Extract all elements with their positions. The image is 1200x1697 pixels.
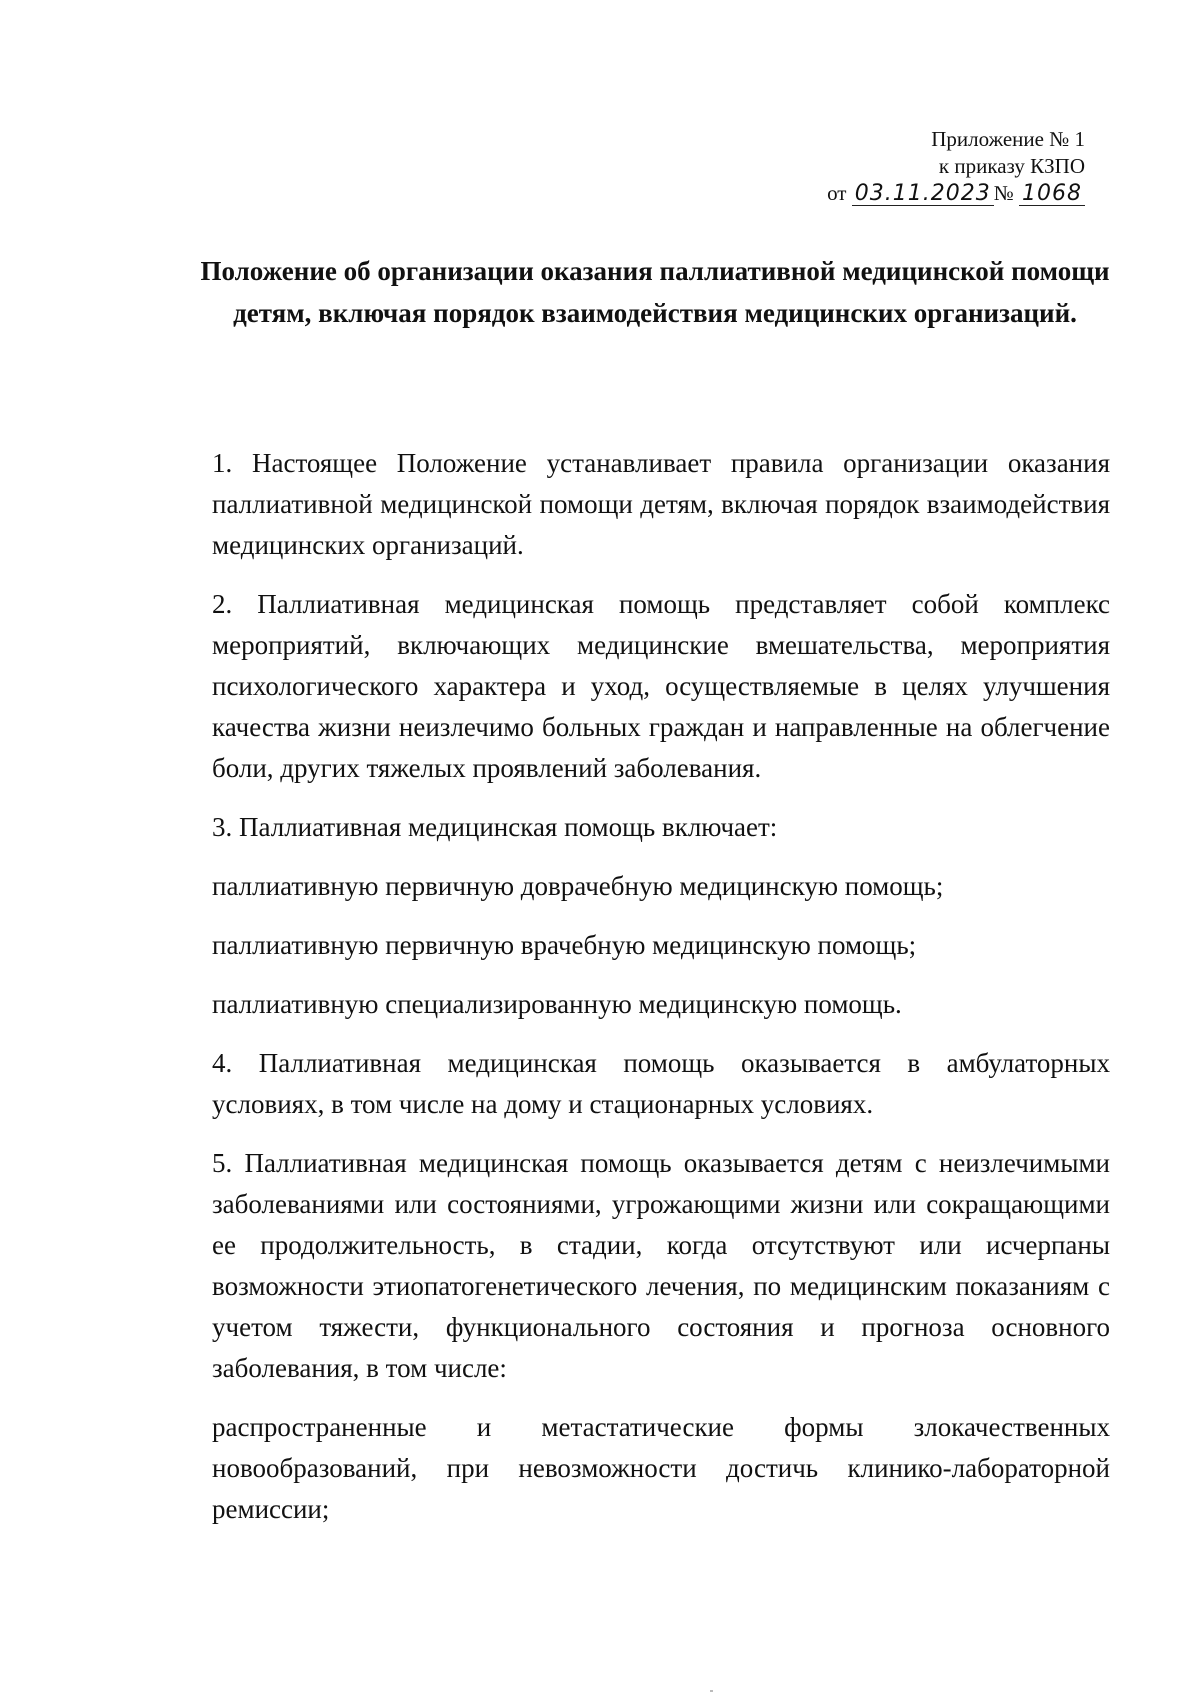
annex-number-label: № — [993, 181, 1014, 205]
annex-order-reference: к приказу КЗПО — [938, 154, 1085, 178]
paragraph-1: 1. Настоящее Положение устанавливает правила организации оказания паллиативной медицинской помощи детям, включая порядок взаимодействия медицинских организаций. — [212, 448, 1110, 560]
annex-date-number-line — [827, 180, 1085, 207]
scan-speck — [710, 1690, 713, 1692]
list-item-2: паллиативную первичную врачебную медицинскую помощь; — [212, 930, 917, 960]
document-body — [212, 443, 1110, 1548]
paragraph-6: распространенные и метастатические формы злокачественных новообразований, при невозможности достичь клинико-лабораторной ремиссии; — [212, 1412, 1110, 1524]
paragraph-5: 5. Паллиативная медицинская помощь оказывается детям с неизлечимыми заболеваниями или состояниями, угрожающими жизни или сокращающими ее продолжительность, в стадии, когда отсутствуют или исчерпаны возможности этиопатогенетического лечения, по медицинским показаниям с учетом тяжести, функционального состояния и прогноза основного заболевания, в том числе: — [212, 1148, 1110, 1383]
annex-header — [827, 126, 1085, 207]
handwritten-number: 1068 — [1019, 183, 1085, 206]
annex-title: Приложение № 1 — [931, 127, 1085, 151]
list-item-3: паллиативную специализированную медицинскую помощь. — [212, 989, 902, 1019]
paragraph-3: 3. Паллиативная медицинская помощь включает: — [212, 812, 778, 842]
document-title: Положение об организации оказания паллиативной медицинской помощи детям, включая порядок взаимодействия медицинских организаций. — [200, 256, 1110, 328]
annex-from-label: от — [827, 181, 847, 205]
list-item-1: паллиативную первичную доврачебную медицинскую помощь; — [212, 871, 944, 901]
paragraph-4: 4. Паллиативная медицинская помощь оказывается в амбулаторных условиях, в том числе на дому и стационарных условиях. — [212, 1048, 1110, 1119]
paragraph-2: 2. Паллиативная медицинская помощь представляет собой комплекс мероприятий, включающих медицинские вмешательства, мероприятия психологического характера и уход, осуществляемые в целях улучшения качества жизни неизлечимо больных граждан и направленные на облегчение боли, других тяжелых проявлений заболевания. — [212, 589, 1110, 783]
handwritten-date: 03.11.2023 — [852, 183, 994, 206]
